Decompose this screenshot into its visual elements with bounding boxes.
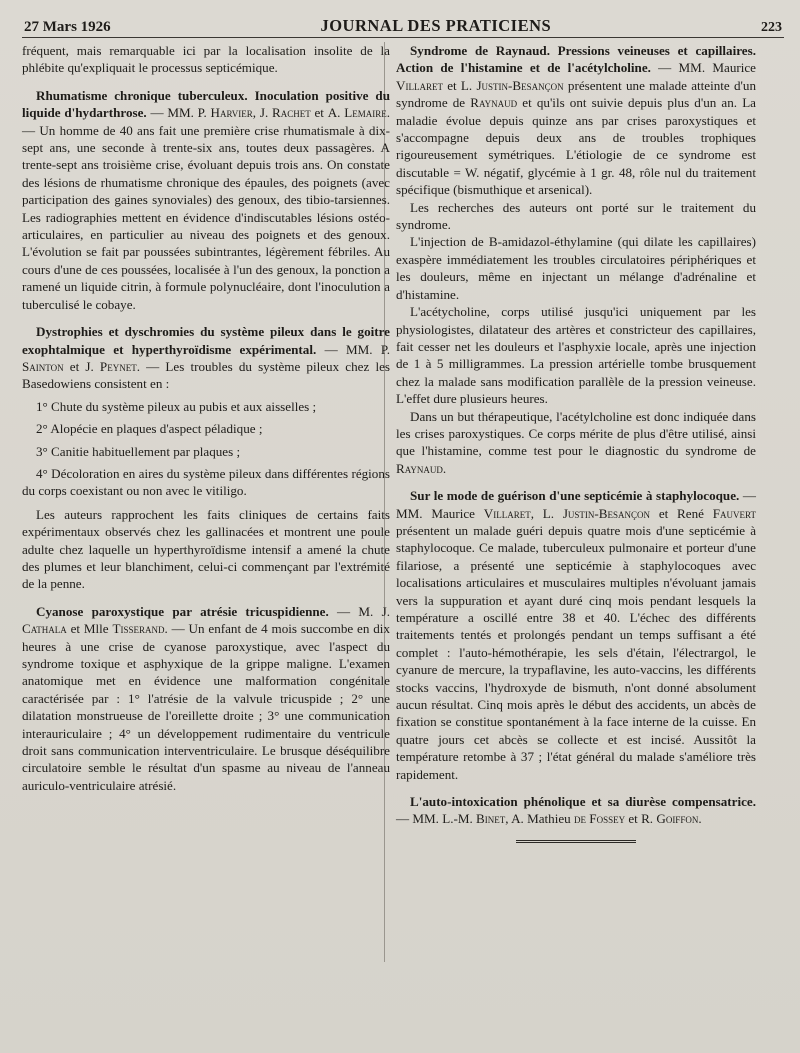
author-name: Villaret [396,77,443,93]
author-name: A. Lemaire [327,105,387,121]
article-title: Dystrophies et dyschromies du système pileux dans le goitre exophtalmique et hyperthyroïdisme expérimental. [22,324,390,357]
left-column [22,42,390,794]
list-item: 1° Chute du système pileux au pubis et aux aisselles ; [36,398,317,414]
author-name: J. Cathala [22,603,390,637]
author-name: J. Rachet [259,105,311,121]
author-name: Fauvert [712,505,756,521]
page-number: 223 [761,20,782,35]
author-name: Justin-Besançon [476,77,564,93]
article-title: Sur le mode de guérison d'une septicémie à staphylocoque. [410,488,740,504]
author-name: de Fossey [574,811,626,827]
list-item: 3° Canitie habituellement par plaques ; [36,443,241,459]
paragraph: L'injection de B-amidazol-éthylamine (qui dilate les capillaires) exaspère immédiatement les troubles circulatoires périphériques et les douleurs, même en injectant un mélange d'adrénaline et d'histamine. [396,234,756,302]
author-name: P. Sainton [22,341,390,374]
journal-title: JOURNAL DES PRATICIENS [320,16,552,35]
article-title: Cyanose paroxystique par atrésie tricuspidienne. [36,603,329,619]
right-column [396,42,756,843]
author-name: J. Peynet [85,358,137,374]
continued-paragraph: fréquent, mais remarquable ici par la localisation insolite de la phlébite qu'expliquait le processus septicémique. [22,43,390,76]
list-item: 2° Alopécie en plaques d'aspect péladique ; [36,421,263,437]
author-name: Binet [476,811,506,827]
article-dystrophies: Dystrophies et dyschromies du système pileux dans le goitre exophtalmique et hyperthyroïdisme expérimental. — MM. P. Sainton et J. Peynet. — Les troubles du système pileux chez les Basedowiens consistent en : [22,324,390,392]
author-name: Justin-Besançon [562,505,651,521]
author-name: P. Harvier [197,105,253,121]
author-name: Villaret [483,505,531,521]
article-title: Syndrome de Raynaud. Pressions veineuses et capillaires. Action de l'histamine et de l'acétylcholine. [396,43,756,76]
article-raynaud: Syndrome de Raynaud. Pressions veineuses et capillaires. Action de l'histamine et de l'acétylcholine. — MM. Maurice Villaret et L. Justin-Besançon présentent une malade atteinte d'un syndrome de Raynaud et qu'ils ont suivie depuis plus d'un an. La maladie évolue depuis quinze ans par crises paroxystiques et s'accompagne depuis deux ans de troubles trophiques rigoureusement symétriques. L'étiologie de ce syndrome est discutable = W. négatif, glycémie à 1 gr. 48, rôle nul du traitement spécifique (bismuthique et arsenical). [396,43,756,198]
eponym: Raynaud [470,95,518,111]
eponym: Raynaud [396,460,443,476]
article-body: et qu'ils ont suivie depuis plus d'un an. La maladie évolue depuis quinze ans par crises paroxystiques et s'accompagne depuis deux ans de troubles trophiques rigoureusement symétriques. L'étiologie de ce syndrome est discutable = W. négatif, glycémie à 1 gr. 48, rôle nul du traitement spécifique (bismuthique et arsenical). [396,95,756,198]
author-name: Tisserand [112,621,165,637]
article-title: Rhumatisme chronique tuberculeux. Inoculation positive du liquide d'hydarthrose. [22,87,390,121]
article-conclusion: Les auteurs rapprochent les faits cliniques de certains faits expérimentaux observés chez les gallinacées et montrent une poule adulte chez laquelle un hyperthyroïdisme intensif a amené la chute des plumes et leur blanchiment, celui-ci commençant par l'extrémité de la penne. [22,506,390,592]
article-septicemie: Sur le mode de guérison d'une septicémie à staphylocoque. — MM. Maurice Villaret, L. Justin-Besançon et René Fauvert présentent un malade guéri depuis quatre mois d'une septicémie à staphylocoque. Ce malade, tuberculeux pulmonaire et porteur d'une filariose, a présenté une septicémie à staphylocoques avec localisations articulaires et musculaires multiples n'évoluant jamais vers la suppuration et ayant duré cinq mois pendant lesquels la température a oscillé entre 38 et 40. L'échec des différents traitements tentés et prolongés pendant un temps suffisant a été complet : l'auto-hémothérapie, les sels d'étain, l'électrargol, le cyanure de mercure, la trypaflavine, les auto-vaccins, les différents stocks vaccins, l'hydroxyde de bismuth, n'ont donné absolument aucun résultat. Cinq mois après le début des accidents, un abcès de fixation se constitue spontanément à la face interne de la cuisse. En quatre jours cet abcès se collecte et est incisé. Aussitôt la température retombe à 37 ; l'état général du malade s'améliore très rapidement. [396,488,756,782]
paragraph: L'acétycholine, corps utilisé jusqu'ici uniquement par les physiologistes, dilatateur des artères et constricteur des capillaires, fait cesser net les douleurs et l'asphyxie locale, après une injection de 1 à 5 milligrammes. La pression artérielle tombe brusquement chez la malade sans modification parallèle de la pression veineuse. L'effet dure plusieurs heures. [396,304,756,407]
paragraph: Les recherches des auteurs ont porté sur le traitement du syndrome. [396,199,756,233]
end-rule [516,840,636,843]
article-body: présentent un malade guéri depuis quatre mois d'une septicémie à staphylocoque. Ce malade, tuberculeux pulmonaire et porteur d'une filariose, a présenté une septicémie à staphylocoques avec localisations articulaires et musculaires multiples n'évoluant jamais vers la suppuration et ayant duré cinq mois pendant lesquels la température a oscillé entre 38 et 40. L'échec des différents traitements tentés et prolongés pendant un temps suffisant a été complet : l'auto-hémothérapie, les sels d'étain, l'électrargol, le cyanure de mercure, la trypaflavine, les auto-vaccins, les différents stocks vaccins, l'hydroxyde de bismuth, n'ont donné absolument aucun résultat. Cinq mois après le début des accidents, un abcès de fixation se constitue spontanément à la face interne de la cuisse. En quatre jours cet abcès se collecte et est incisé. Aussitôt la température retombe à 37 ; l'état général du malade s'améliore très rapidement. [396,522,756,782]
header-rule [22,37,784,38]
article-cyanose: Cyanose paroxystique par atrésie tricuspidienne. — M. J. Cathala et Mlle Tisserand. — Un enfant de 4 mois succombe en dix heures à une crise de cyanose paroxystique, avec l'aspect du syndrome toxique et asphyxique de la grippe maligne. L'examen anatomique met en évidence une malformation congénitale caractérisée par : 1° l'atrésie de la valvule tricuspide ; 2° une dilatation monstrueuse de l'oreillette droite ; 3° une communication interauriculaire ; 4° un développement rudimentaire du ventricule droit sans communication interventriculaire. Le brusque déséquilibre circulatoire semble le résultat d'un spasme au niveau de l'anneau auriculo-ventriculaire atrésié. [22,603,390,793]
article-title: L'auto-intoxication phénolique et sa diurèse compensatrice. [410,794,756,810]
article-body: . — Les troubles du système pileux chez les Basedowiens consistent en : [22,358,390,392]
article-body: . — Un enfant de 4 mois succombe en dix heures à une crise de cyanose paroxystique, avec l'aspect du syndrome toxique et asphyxique de la grippe maligne. L'examen anatomique met en évidence une malformation congénitale caractérisée par : 1° l'atrésie de la valvule tricuspide ; 2° une dilatation monstrueuse de l'oreillette droite ; 3° une communication interauriculaire ; 4° un développement rudimentaire du ventricule droit sans communication interventriculaire. Le brusque déséquilibre circulatoire semble le résultat d'un spasme au niveau de l'anneau auriculo-ventriculaire atrésié. [22,621,390,793]
list-item: 4° Décoloration en aires du système pileux dans différentes régions du corps coexistant ou non avec le vitiligo. [22,465,390,499]
article-auto-intoxication: L'auto-intoxication phénolique et sa diurèse compensatrice. — MM. L.-M. Binet, A. Mathieu de Fossey et R. Goiffon. [396,794,756,827]
paragraph: Dans un but thérapeutique, l'acétylcholine est donc indiquée dans les crises paroxystiques. Ce corps mérite de plus d'être utilisé, ainsi que l'histamine, comme test pour le diagnostic du syndrome de Raynaud. [396,408,756,476]
page-header [24,10,782,36]
article-body: . — Un homme de 40 ans fait une première crise rhumatismale à dix-sept ans, une seconde à trente-six ans, toutes deux passagères. A trente-sept ans troisième crise, évoluant depuis trois ans. On constate des lésions de rhumatisme chronique des épaules, des poignets (avec participation des gaines synoviales) des genoux, des tibio-tarsiennes. Les radiographies mettent en évidence d'indiscutables lésions ostéo-articulaires, en particulier au niveau des poignets et des genoux. L'évolution se fait par poussées subintrantes, légèrement fébriles. Au cours d'une de ces poussées, localisée à l'un des genoux, la ponction a ramené un liquide citrin, à formule polynucléaire, dont l'inoculution a tuberculisé le cobaye. [22,105,390,312]
issue-date: 27 Mars 1926 [24,19,111,35]
article-rhumatisme: Rhumatisme chronique tuberculeux. Inoculation positive du liquide d'hydarthrose. — MM. P. Harvier, J. Rachet et A. Lemaire. — Un homme de 40 ans fait une première crise rhumatismale à dix-sept ans, une seconde à trente-six ans, toutes deux passagères. A trente-sept ans troisième crise, évoluant depuis trois ans. On constate des lésions de rhumatisme chronique des épaules, des poignets (avec participation des gaines synoviales) des genoux, des tibio-tarsiennes. Les radiographies mettent en évidence d'indiscutables lésions ostéo-articulaires, en particulier au niveau des poignets et des genoux. L'évolution se fait par poussées subintrantes, légèrement fébriles. Au cours d'une de ces poussées, localisée à l'un des genoux, la ponction a ramené un liquide citrin, à formule polynucléaire, dont l'inoculution a tuberculisé le cobaye. [22,87,390,312]
author-name: Goiffon [656,811,699,827]
